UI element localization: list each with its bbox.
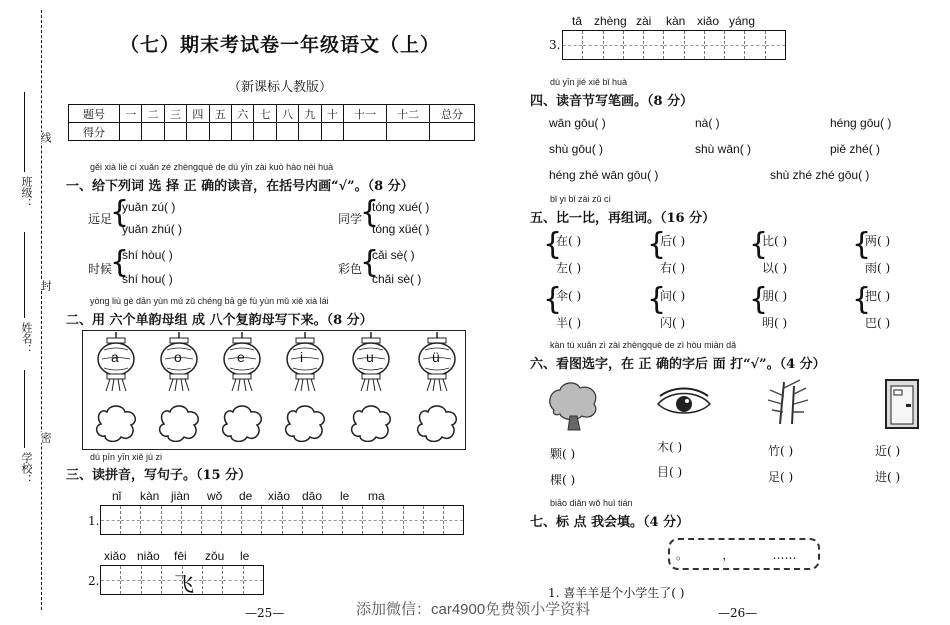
score-cell: 六 xyxy=(232,105,254,123)
s3-line1-pinyin: ma xyxy=(368,489,385,503)
s5-pair-item[interactable]: 右( ) xyxy=(660,261,686,275)
grid-cell[interactable] xyxy=(424,506,444,534)
s4-item[interactable]: shù gōu( ) xyxy=(549,142,604,156)
score-cell: 七 xyxy=(254,105,276,123)
eye-icon xyxy=(654,386,714,420)
score-cell: 总分 xyxy=(430,105,475,123)
writing-grid[interactable] xyxy=(100,505,464,535)
s3-line2-pinyin: zǒu xyxy=(205,549,225,563)
score-table-score-row xyxy=(69,123,475,141)
score-table-header-row xyxy=(69,105,475,123)
score-table xyxy=(68,104,475,141)
grid-cell[interactable] xyxy=(323,506,343,534)
score-cell: 九 xyxy=(299,105,321,123)
s1-option[interactable]: tóng xüé( ) xyxy=(372,222,430,236)
score-cell: 十 xyxy=(321,105,343,123)
s3-line1-pinyin: de xyxy=(239,489,253,503)
score-cell: 五 xyxy=(209,105,231,123)
watermark-text: 添加微信：car4900免费领小学资料 xyxy=(356,601,591,618)
exam-subtitle: （新课标人教版） xyxy=(227,80,332,95)
flower-answer-box[interactable] xyxy=(350,404,392,442)
grid-cell[interactable] xyxy=(303,506,323,534)
grid-cell[interactable] xyxy=(262,506,282,534)
grid-cell[interactable] xyxy=(343,506,363,534)
lantern-icon xyxy=(284,332,326,392)
grid-cell[interactable] xyxy=(404,506,424,534)
s7-pinyin: biāo diǎn wǒ huì tián xyxy=(550,498,633,508)
grid-cell[interactable] xyxy=(563,31,583,59)
flower-answer-box[interactable] xyxy=(95,404,137,442)
side-label-xuexiao: 学校： xyxy=(20,452,33,485)
lantern-letter: o xyxy=(174,349,182,365)
s3-line2-pinyin: fēi xyxy=(174,549,187,563)
s3-line3-pinyin: zài xyxy=(636,14,652,28)
score-row-label: 得分 xyxy=(69,123,120,141)
score-input-cell[interactable] xyxy=(387,123,430,141)
writing-grid[interactable] xyxy=(562,30,786,60)
s5-title: 五、比一比，再组词。（16 分） xyxy=(530,211,716,226)
s4-item[interactable]: piě zhé( ) xyxy=(830,142,881,156)
grid-cell[interactable] xyxy=(664,31,684,59)
s2-pinyin: yòng liù gè dān yùn mǔ zǔ chéng bā gè fù yùn mǔ xiě xià lái xyxy=(90,296,329,306)
score-cell: 十二 xyxy=(387,105,430,123)
s5-pair-item[interactable]: 朋( ) xyxy=(762,289,788,303)
s4-item[interactable]: wān gōu( ) xyxy=(549,116,606,130)
s3-line1-pinyin-nǐ: nǐ xyxy=(112,489,122,503)
s3-line1-pinyin: dāo xyxy=(302,489,323,503)
s6-option[interactable]: 目( ) xyxy=(657,465,683,479)
score-input-cell[interactable] xyxy=(164,123,186,141)
flower-answer-box[interactable] xyxy=(158,404,200,442)
score-input-cell[interactable] xyxy=(120,123,142,141)
s3-line3-pinyin: yáng xyxy=(729,14,756,28)
s3-line3-pinyin: kàn xyxy=(666,14,686,28)
s7-question-1[interactable]: 1. 喜羊羊是个小学生了( ) xyxy=(548,586,685,600)
s6-option[interactable]: 木( ) xyxy=(657,440,683,454)
brace-icon: { xyxy=(360,195,380,230)
grid-cell[interactable] xyxy=(583,31,603,59)
s3-line3-pinyin: xiǎo xyxy=(697,14,720,28)
s2-title: 二、用 六个单韵母组 成 八个复韵母写下来。（8 分） xyxy=(66,313,373,328)
side-line-banji xyxy=(24,92,25,172)
brace-icon: { xyxy=(852,282,872,317)
s1-option[interactable]: yuǎn zú( ) xyxy=(122,200,176,214)
s6-option[interactable]: 竹( ) xyxy=(768,444,794,458)
side-label-xian: 线 xyxy=(39,132,52,143)
s1-option[interactable]: cǎi sè( ) xyxy=(372,248,415,262)
side-label-xingming: 姓名： xyxy=(20,322,33,355)
s3-line2-char: 飞 xyxy=(174,572,194,596)
grid-cell[interactable] xyxy=(223,566,243,594)
brace-icon: { xyxy=(360,245,380,280)
grid-cell[interactable] xyxy=(162,506,182,534)
grid-cell[interactable] xyxy=(121,506,141,534)
s4-title: 四、读音节写笔画。（8 分） xyxy=(530,94,694,109)
s1-option[interactable]: shí hou( ) xyxy=(122,272,173,286)
s5-pair-item[interactable]: 把( ) xyxy=(865,289,891,303)
brace-icon: { xyxy=(110,245,130,280)
s3-line1-pinyin: jiàn xyxy=(171,489,190,503)
s3-title: 三、读拼音，写句子。（15 分） xyxy=(66,468,252,483)
side-label-feng: 封 xyxy=(39,280,52,291)
score-cell: 十一 xyxy=(344,105,387,123)
score-input-cell[interactable] xyxy=(232,123,254,141)
s1-option[interactable]: yuǎn zhú( ) xyxy=(122,222,183,236)
s1-option[interactable]: chǎi sè( ) xyxy=(372,272,422,286)
s4-item[interactable]: shù wān( ) xyxy=(695,142,752,156)
s3-line1-pinyin: kàn xyxy=(140,489,160,503)
page-number-right: —26— xyxy=(718,606,758,620)
s1-pinyin: gěi xià liè cí xuǎn zé zhèngquè de dú yīn zài kuò hào nèi huà xyxy=(90,162,334,172)
s3-line1-pinyin: le xyxy=(340,489,350,503)
s5-pair-item[interactable]: 伞( ) xyxy=(556,289,582,303)
grid-cell[interactable] xyxy=(244,566,263,594)
s6-option[interactable]: 足( ) xyxy=(768,470,794,484)
s3-line3-pinyin: zhèng xyxy=(594,14,627,28)
grid-cell[interactable] xyxy=(283,506,303,534)
s4-item[interactable]: shù zhé zhé gōu( ) xyxy=(770,168,870,182)
score-cell: 一 xyxy=(120,105,142,123)
s7-title: 七、标 点 我会填。（4 分） xyxy=(530,515,690,530)
s2-frame xyxy=(82,330,466,450)
bamboo-icon xyxy=(766,378,810,426)
exam-title: （七）期末考试卷一年级语文（上） xyxy=(119,34,440,56)
s5-pinyin: bǐ yi bǐ zài zǔ cí xyxy=(550,194,612,204)
score-input-cell[interactable] xyxy=(209,123,231,141)
flower-answer-box[interactable] xyxy=(416,404,458,442)
s1-word-shihou: 时候 xyxy=(88,262,113,276)
s4-item[interactable]: héng zhé wān gōu( ) xyxy=(549,168,659,182)
brace-icon: { xyxy=(110,195,130,230)
grid-cell[interactable] xyxy=(624,31,644,59)
grid-cell[interactable] xyxy=(141,506,161,534)
s3-line2-pinyin: xiǎo xyxy=(104,549,127,563)
s6-option[interactable]: 颗( ) xyxy=(550,447,576,461)
brace-icon: { xyxy=(543,227,563,262)
grid-cell[interactable] xyxy=(644,31,664,59)
score-cell: 三 xyxy=(164,105,186,123)
brace-icon: { xyxy=(749,282,769,317)
score-input-cell[interactable] xyxy=(321,123,343,141)
s4-item[interactable]: héng gōu( ) xyxy=(830,116,892,130)
grid-cell[interactable] xyxy=(121,566,141,594)
grid-cell[interactable] xyxy=(725,31,745,59)
s5-pair-item[interactable]: 左( ) xyxy=(556,261,582,275)
score-input-cell[interactable] xyxy=(430,123,475,141)
s3-line3-num: 3. xyxy=(549,38,561,52)
grid-cell[interactable] xyxy=(202,506,222,534)
brace-icon: { xyxy=(852,227,872,262)
lantern-letter: a xyxy=(111,349,119,365)
brace-icon: { xyxy=(749,227,769,262)
score-input-cell[interactable] xyxy=(276,123,298,141)
tree-icon xyxy=(546,380,602,432)
grid-cell[interactable] xyxy=(242,506,262,534)
grid-cell[interactable] xyxy=(363,506,383,534)
s1-word-tongxue: 同学 xyxy=(338,212,363,226)
s6-option[interactable]: 棵( ) xyxy=(550,473,576,487)
grid-cell[interactable] xyxy=(101,566,121,594)
score-cell: 题号 xyxy=(69,105,120,123)
side-label-mi: 密 xyxy=(39,432,52,443)
s1-option[interactable]: shí hòu( ) xyxy=(122,248,173,262)
lantern-letter: i xyxy=(300,349,304,365)
score-input-cell[interactable] xyxy=(187,123,209,141)
grid-cell[interactable] xyxy=(383,506,403,534)
score-input-cell[interactable] xyxy=(254,123,276,141)
s1-word-yuanzu: 远足 xyxy=(88,212,113,226)
grid-cell[interactable] xyxy=(766,31,785,59)
score-cell: 二 xyxy=(142,105,164,123)
s5-pair-item[interactable]: 半( ) xyxy=(556,316,582,330)
s5-pair-item[interactable]: 闪( ) xyxy=(660,316,686,330)
s5-pair-item[interactable]: 两( ) xyxy=(865,234,891,248)
score-input-cell[interactable] xyxy=(344,123,387,141)
s3-line2-pinyin: le xyxy=(240,549,250,563)
s1-title: 一、给下列词 选 择 正 确的读音，在括号内画“√”。（8 分） xyxy=(66,179,414,194)
grid-cell[interactable] xyxy=(203,566,223,594)
s5-pair-item[interactable]: 后( ) xyxy=(660,234,686,248)
s1-word-caise: 彩色 xyxy=(338,262,363,276)
s4-item[interactable]: nà( ) xyxy=(695,116,720,130)
grid-cell[interactable] xyxy=(182,506,202,534)
s6-option[interactable]: 进( ) xyxy=(875,470,901,484)
s3-line1-num: 1. xyxy=(88,514,100,528)
s3-line2-pinyin: niǎo xyxy=(137,549,160,563)
s3-line1-pinyin: xiǎo xyxy=(268,489,291,503)
grid-cell[interactable] xyxy=(685,31,705,59)
brace-icon: { xyxy=(647,282,667,317)
grid-cell[interactable] xyxy=(745,31,765,59)
s3-line1-pinyin: wǒ xyxy=(207,489,223,503)
lantern-letter: u xyxy=(366,349,374,365)
s5-pair-item[interactable]: 巴( ) xyxy=(865,316,891,330)
flower-answer-box[interactable] xyxy=(221,404,263,442)
grid-cell[interactable] xyxy=(222,506,242,534)
score-input-cell[interactable] xyxy=(299,123,321,141)
s6-pinyin: kàn tú xuǎn zì zài zhèngquè de zì hòu miàn dǎ xyxy=(550,340,737,350)
grid-cell[interactable] xyxy=(142,566,162,594)
flower-answer-box[interactable] xyxy=(284,404,326,442)
side-line-xingming xyxy=(24,232,25,318)
s3-line3-pinyin: tā xyxy=(572,14,583,28)
s3-pinyin: dú pīn yīn xiě jù zi xyxy=(90,452,163,462)
grid-cell[interactable] xyxy=(705,31,725,59)
lantern-letter: ü xyxy=(432,349,440,365)
punctuation-marks: 。 ， …… xyxy=(676,548,797,562)
brace-icon: { xyxy=(647,227,667,262)
score-cell: 八 xyxy=(276,105,298,123)
side-label-banji: 班级： xyxy=(20,176,33,209)
s5-pair-item[interactable]: 问( ) xyxy=(660,289,686,303)
lantern-letter: e xyxy=(237,349,245,365)
s5-pair-item[interactable]: 雨( ) xyxy=(865,261,891,275)
grid-cell[interactable] xyxy=(444,506,463,534)
s5-pair-item[interactable]: 明( ) xyxy=(762,316,788,330)
grid-cell[interactable] xyxy=(604,31,624,59)
brace-icon: { xyxy=(543,282,563,317)
grid-cell[interactable] xyxy=(101,506,121,534)
side-line-xuexiao xyxy=(24,370,25,448)
s4-pinyin: dú yīn jié xiě bǐ huà xyxy=(550,77,628,87)
binding-dashed-line xyxy=(41,10,42,610)
door-icon xyxy=(884,378,920,430)
s6-title: 六、看图选字，在 正 确的字后 面 打“√”。（4 分） xyxy=(530,357,826,372)
page-number-left: —25— xyxy=(245,606,285,620)
score-cell: 四 xyxy=(187,105,209,123)
s5-pair-item[interactable]: 在( ) xyxy=(556,234,582,248)
s5-pair-item[interactable]: 以( ) xyxy=(762,261,788,275)
score-input-cell[interactable] xyxy=(142,123,164,141)
s6-option[interactable]: 近( ) xyxy=(875,444,901,458)
s5-pair-item[interactable]: 比( ) xyxy=(762,234,788,248)
s1-option[interactable]: tóng xué( ) xyxy=(372,200,430,214)
s3-line2-num: 2. xyxy=(88,574,100,588)
